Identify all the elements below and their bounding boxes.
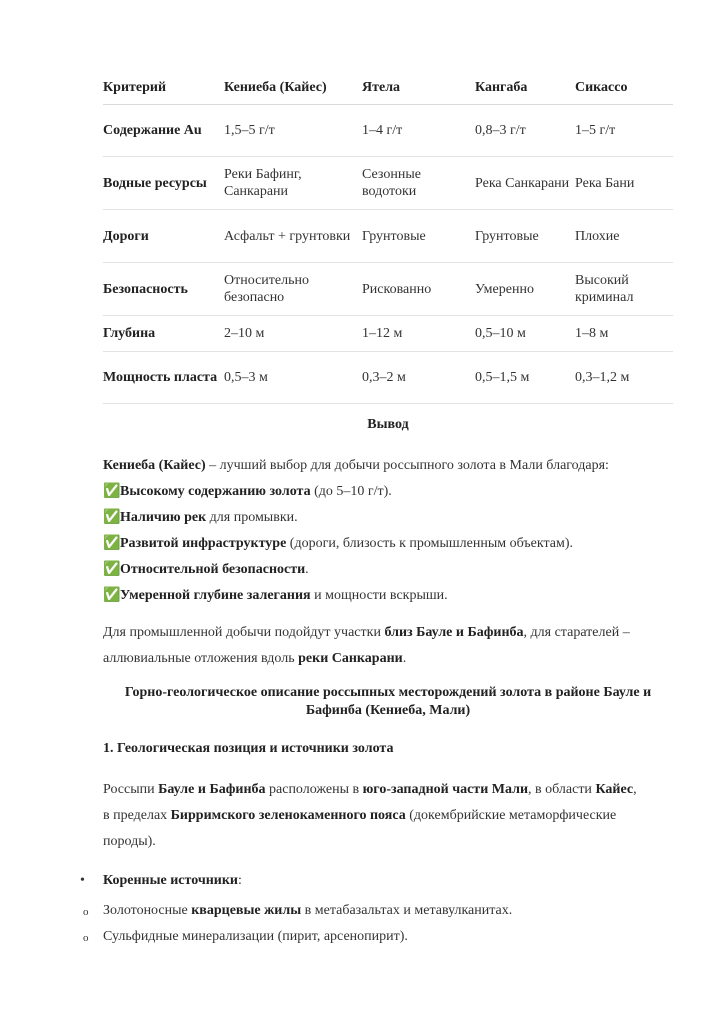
section-title-line: Бафинба (Кениеба, Мали): [305, 703, 471, 718]
table-cell: Асфальт + грунтовки: [224, 210, 362, 263]
subheading: 1. Геологическая позиция и источники золота: [103, 741, 394, 756]
header-cell: Сикассо: [575, 70, 673, 105]
header-cell: Критерий: [103, 70, 224, 105]
criterion-cell: Мощность пласта: [103, 352, 224, 404]
table-cell: Грунтовые: [362, 210, 475, 263]
table-cell: 0,3–2 м: [362, 352, 475, 404]
table-cell: Реки Бафинг, Санкарани: [224, 157, 362, 210]
check-icon: ✅: [103, 562, 121, 577]
comparison-table: [103, 70, 673, 404]
check-item-text: и мощности вскрыши.: [310, 588, 448, 603]
table-cell: 0,3–1,2 м: [575, 352, 673, 404]
check-item: [103, 505, 673, 531]
para-bold: юго-западной части Мали: [362, 782, 529, 797]
table-cell: Грунтовые: [475, 210, 575, 263]
table-header-row: [103, 70, 673, 105]
table-row: [103, 263, 673, 316]
check-icon: ✅: [103, 484, 121, 499]
table-cell: Река Бани: [575, 157, 673, 210]
table-row: [103, 210, 673, 263]
table-cell: Плохие: [575, 210, 673, 263]
table-cell: 0,5–3 м: [224, 352, 362, 404]
check-icon: ✅: [103, 536, 121, 551]
para-text: , в области: [528, 782, 596, 797]
table-cell: Река Санкарани: [475, 157, 575, 210]
sub-bullet-item: [103, 898, 673, 924]
para-text: , для старателей –: [523, 625, 630, 640]
check-item-text: .: [305, 562, 309, 577]
table-row: [103, 157, 673, 210]
conclusion-heading: Вывод: [367, 417, 409, 432]
sub-bullet-text: Золотоносные: [103, 903, 192, 918]
para-text: ,: [633, 782, 637, 797]
table-cell: 0,5–1,5 м: [475, 352, 575, 404]
intro-bold: Кениеба (Кайес): [103, 458, 206, 473]
sub-bullet-text: в метабазальтах и метавулканитах.: [301, 903, 513, 918]
table-cell: 1–5 г/т: [575, 105, 673, 157]
para-text: Для промышленной добычи подойдут участки: [103, 625, 385, 640]
section-paragraph-line3: породы).: [103, 834, 156, 849]
criterion-cell: Содержание Au: [103, 105, 224, 157]
para-text: .: [402, 651, 407, 666]
check-item-bold: Развитой инфраструктуре: [120, 536, 287, 551]
para-bold: реки Санкарани: [298, 651, 403, 666]
table-cell: 0,5–10 м: [475, 316, 575, 352]
sub-bullet-bold: кварцевые жилы: [191, 903, 302, 918]
check-item-bold: Относительной безопасности: [120, 562, 306, 577]
section-paragraph-line2: [103, 803, 673, 829]
table-cell: 1–12 м: [362, 316, 475, 352]
para-bold: Кайес: [595, 782, 634, 797]
check-icon: ✅: [103, 588, 121, 603]
check-item-text: (дороги, близость к промышленным объектам).: [286, 536, 573, 551]
para-text: Россыпи: [103, 782, 159, 797]
table-cell: Сезонные водотоки: [362, 157, 475, 210]
bullet-icon: •: [80, 873, 85, 888]
para-text: аллювиальные отложения вдоль: [103, 651, 299, 666]
bullet-bold: Коренные источники: [103, 873, 239, 888]
header-cell: Ятела: [362, 70, 475, 105]
check-icon: ✅: [103, 510, 121, 525]
table-row: [103, 352, 673, 404]
check-item: [103, 557, 673, 583]
intro-text: – лучший выбор для добычи россыпного золота в Мали благодаря:: [205, 458, 609, 473]
para-text: расположены в: [265, 782, 363, 797]
check-item-text: для промывки.: [206, 510, 298, 525]
section-paragraph-line1: [103, 777, 673, 803]
table-cell: Рискованно: [362, 263, 475, 316]
table-row: [103, 316, 673, 352]
para-bold: Бауле и Бафинба: [158, 782, 266, 797]
criterion-cell: Водные ресурсы: [103, 157, 224, 210]
header-cell: Кангаба: [475, 70, 575, 105]
check-item-bold: Умеренной глубине залегания: [120, 588, 311, 603]
table-cell: 1,5–5 г/т: [224, 105, 362, 157]
table-cell: Умеренно: [475, 263, 575, 316]
check-item-bold: Высокому содержанию золота: [120, 484, 311, 499]
para-text: (докембрийские метаморфические: [405, 808, 617, 823]
check-item: [103, 531, 673, 557]
conclusion-intro: [103, 453, 673, 479]
section-title: [103, 684, 673, 720]
para-text: в пределах: [103, 808, 171, 823]
sub-bullet-item: Сульфидные минерализации (пирит, арсенопирит).: [103, 929, 408, 944]
comparison-table-block: [103, 70, 673, 404]
para-bold: близ Бауле и Бафинба: [384, 625, 524, 640]
criterion-cell: Безопасность: [103, 263, 224, 316]
check-item: [103, 583, 673, 609]
table-cell: 1–8 м: [575, 316, 673, 352]
bullet-item: [103, 868, 673, 894]
circle-bullet-icon: o: [83, 906, 89, 918]
table-cell: 0,8–3 г/т: [475, 105, 575, 157]
criterion-cell: Глубина: [103, 316, 224, 352]
criterion-cell: Дороги: [103, 210, 224, 263]
conclusion-paragraph-line2: [103, 646, 673, 672]
table-cell: Высокий криминал: [575, 263, 673, 316]
bullet-text: :: [238, 873, 242, 888]
table-row: [103, 105, 673, 157]
table-cell: 2–10 м: [224, 316, 362, 352]
header-cell: Кениеба (Кайес): [224, 70, 362, 105]
check-item-text: (до 5–10 г/т).: [310, 484, 392, 499]
table-cell: Относительно безопасно: [224, 263, 362, 316]
check-item-bold: Наличию рек: [120, 510, 207, 525]
table-cell: 1–4 г/т: [362, 105, 475, 157]
section-title-line: Горно-геологическое описание россыпных месторождений золота в районе Бауле и: [124, 685, 652, 700]
para-bold: Бирримского зеленокаменного пояса: [170, 808, 406, 823]
conclusion-paragraph-line1: [103, 620, 673, 646]
circle-bullet-icon: o: [83, 932, 89, 944]
check-item: [103, 479, 673, 505]
